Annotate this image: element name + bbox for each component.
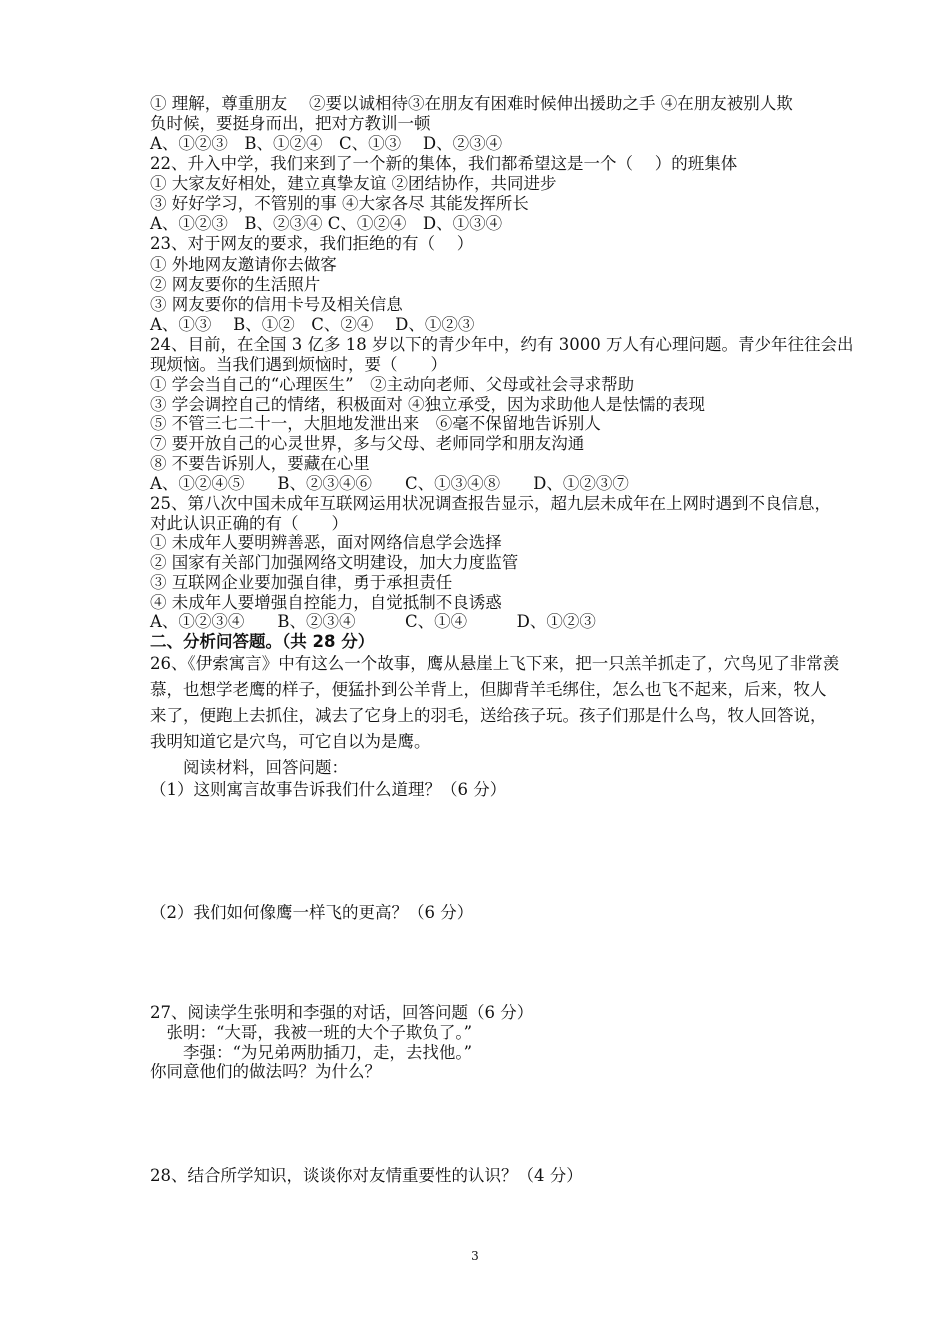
section-heading: 二、分析问答题。（共 28 分） [150, 632, 375, 651]
q25-answers: A、①②③④ B、②③④ C、①④ D、①②③ [150, 612, 596, 631]
q27-prompt: 你同意他们的做法吗？为什么？ [150, 1062, 381, 1081]
q25-option-4: ④ 未成年人要增强自控能力，自觉抵制不良诱惑 [150, 593, 502, 612]
q26-prompt: 阅读材料，回答问题： [150, 758, 348, 777]
q24-question-line-2: 现烦恼。当我们遇到烦恼时，要（ ） [150, 355, 447, 374]
q25-option-1: ① 未成年人要明辨善恶，面对网络信息学会选择 [150, 533, 502, 552]
q23-answers: A、①③ B、①② C、②④ D、①②③ [150, 315, 475, 334]
q23-option-1: ① 外地网友邀请你去做客 [150, 255, 337, 274]
q24-option-line-4: ⑦ 要开放自己的心灵世界，多与父母、老师同学和朋友沟通 [150, 434, 585, 453]
q24-option-line-3: ⑤ 不管三七二十一，大胆地发泄出来 ⑥毫不保留地告诉别人 [150, 414, 601, 433]
q21-answers: A、①②③ B、①②④ C、①③ D、②③④ [150, 134, 503, 153]
page-number: 3 [471, 1249, 479, 1263]
q24-answers: A、①②④⑤ B、②③④⑥ C、①③④⑧ D、①②③⑦ [150, 474, 629, 493]
q22-answers: A、①②③ B、②③④ C、①②④ D、①③④ [150, 214, 503, 233]
q27-dialogue-liqiang: 李强：“为兄弟两肋插刀，走，去找他。” [150, 1043, 473, 1062]
q25-question-line-2: 对此认识正确的有（ ） [150, 514, 348, 533]
q25-option-2: ② 国家有关部门加强网络文明建设，加大力度监管 [150, 553, 519, 572]
q26-sub-question-1: （1）这则寓言故事告诉我们什么道理？（6 分） [150, 780, 507, 799]
q24-option-line-5: ⑧ 不要告诉别人，要藏在心里 [150, 454, 370, 473]
q21-options-line-1: ① 理解，尊重朋友 ②要以诚相待③在朋友有困难时候伸出援助之手 ④在朋友被别人欺 [150, 94, 793, 113]
q26-text-line-2: 慕，也想学老鹰的样子，便猛扑到公羊背上，但脚背羊毛绑住，怎么也飞不起来，后来，牧人 [150, 680, 827, 699]
q21-options-line-2: 负时候，要挺身而出，把对方教训一顿 [150, 114, 431, 133]
q26-text-line-3: 来了，便跑上去抓住，减去了它身上的羽毛，送给孩子玩。孩子们那是什么鸟，牧人回答说， [150, 706, 827, 725]
q27-question: 27、阅读学生张明和李强的对话，回答问题（6 分） [150, 1003, 534, 1022]
q25-option-3: ③ 互联网企业要加强自律，勇于承担责任 [150, 573, 453, 592]
q28-question: 28、结合所学知识，谈谈你对友情重要性的认识？（4 分） [150, 1166, 583, 1185]
q26-sub-question-2: （2）我们如何像鹰一样飞的更高？（6 分） [150, 903, 474, 922]
q24-question-line-1: 24、目前，在全国 3 亿多 18 岁以下的青少年中，约有 3000 万人有心理问题。青少年往往会出 [150, 335, 854, 354]
q25-question-line-1: 25、第八次中国未成年互联网运用状况调查报告显示，超九层未成年在上网时遇到不良信息， [150, 494, 831, 513]
q22-question: 22、升入中学，我们来到了一个新的集体，我们都希望这是一个（ ）的班集体 [150, 154, 738, 173]
q23-question: 23、对于网友的要求，我们拒绝的有（ ） [150, 234, 474, 253]
q23-option-3: ③ 网友要你的信用卡号及相关信息 [150, 295, 403, 314]
q27-dialogue-zhangming: 张明：“大哥，我被一班的大个子欺负了。” [150, 1023, 473, 1042]
q23-option-2: ② 网友要你的生活照片 [150, 275, 321, 294]
q22-option-line-2: ③ 好好学习，不管别的事 ④大家各尽 其能发挥所长 [150, 194, 529, 213]
q26-text-line-4: 我明知道它是穴鸟，可它自以为是鹰。 [150, 732, 431, 751]
q24-option-line-2: ③ 学会调控自己的情绪，积极面对 ④独立承受，因为求助他人是怯懦的表现 [150, 395, 705, 414]
q22-option-line-1: ① 大家友好相处，建立真挚友谊 ②团结协作，共同进步 [150, 174, 557, 193]
q26-text-line-1: 26、《伊索寓言》中有这么一个故事，鹰从悬崖上飞下来，把一只羔羊抓走了，穴鸟见了非常羡 [150, 654, 840, 673]
q24-option-line-1: ① 学会当自己的“心理医生” ②主动向老师、父母或社会寻求帮助 [150, 375, 635, 394]
